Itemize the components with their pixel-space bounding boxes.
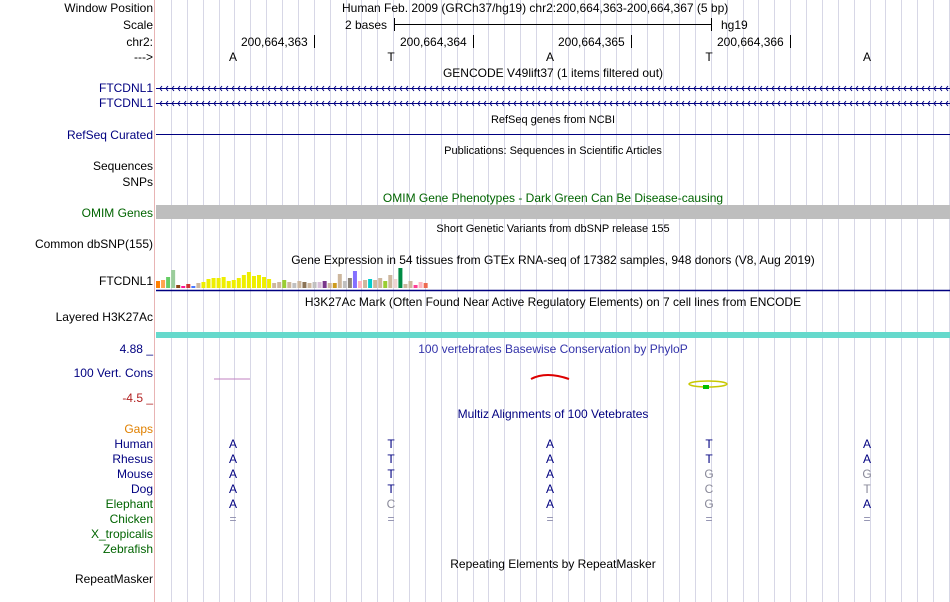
- gtex-bar[interactable]: [348, 278, 352, 288]
- dbsnp-track-label[interactable]: Common dbSNP(155): [34, 237, 153, 251]
- h3k27ac-track-title[interactable]: H3K27Ac Mark (Often Found Near Active Regulatory Elements) on 7 cell lines from ENCODE: [304, 295, 802, 309]
- alignment-base: T: [863, 482, 871, 496]
- gtex-bar[interactable]: [166, 277, 170, 288]
- gtex-bar[interactable]: [287, 282, 291, 288]
- gencode-gene-features[interactable]: [156, 82, 950, 110]
- gtex-bar[interactable]: [388, 275, 392, 288]
- gtex-bar[interactable]: [409, 281, 413, 288]
- ruler-tick-4: [790, 35, 791, 48]
- gtex-bar[interactable]: [302, 282, 306, 288]
- gtex-bar[interactable]: [338, 274, 342, 288]
- gtex-bar[interactable]: [373, 280, 377, 288]
- gtex-bar[interactable]: [358, 281, 362, 288]
- h3k27ac-track-label[interactable]: Layered H3K27Ac: [55, 310, 153, 324]
- alignment-base: T: [387, 482, 395, 496]
- phylop-min-label: -4.5 _: [122, 391, 153, 405]
- ruler-tick-2: [473, 35, 474, 48]
- alignment-base: A: [545, 497, 554, 511]
- gtex-track-title[interactable]: Gene Expression in 54 tissues from GTEx RNA-seq of 17382 samples, 948 donors (V8, Aug 2019): [291, 253, 815, 267]
- base-3: A: [545, 50, 554, 64]
- gtex-bar[interactable]: [277, 282, 281, 288]
- alignment-base: A: [228, 497, 237, 511]
- publications-track-title[interactable]: Publications: Sequences in Scientific Articles: [444, 145, 662, 157]
- gtex-bar[interactable]: [313, 282, 317, 288]
- species-label[interactable]: Dog: [130, 482, 153, 496]
- refseq-gene-line[interactable]: [156, 134, 950, 135]
- refseq-track-label[interactable]: RefSeq Curated: [66, 128, 153, 142]
- scale-assembly: hg19: [721, 18, 748, 32]
- gtex-bar[interactable]: [217, 278, 221, 288]
- gtex-bar[interactable]: [398, 268, 402, 288]
- gtex-bar[interactable]: [232, 280, 236, 288]
- gtex-bar[interactable]: [176, 285, 180, 288]
- gtex-bar[interactable]: [393, 279, 397, 288]
- gencode-item-2-label[interactable]: FTCDNL1: [98, 96, 153, 110]
- scale-bar-right-tick: [711, 18, 712, 31]
- gtex-bar[interactable]: [343, 281, 347, 288]
- ruler-tick-3: [631, 35, 632, 48]
- gtex-bar[interactable]: [161, 280, 165, 288]
- alignment-base: A: [545, 437, 554, 451]
- alignment-base: =: [229, 512, 237, 526]
- dbsnp-track-title[interactable]: Short Genetic Variants from dbSNP release 155: [436, 223, 670, 235]
- alignment-base: T: [705, 437, 713, 451]
- repeatmasker-track-label[interactable]: RepeatMasker: [74, 572, 153, 586]
- alignment-base: C: [386, 497, 396, 511]
- gtex-bar[interactable]: [353, 271, 357, 288]
- species-label[interactable]: Rhesus: [112, 452, 153, 466]
- alignment-base: A: [862, 437, 871, 451]
- ruler-tick-1: [314, 35, 315, 48]
- gtex-bar[interactable]: [222, 277, 226, 288]
- gtex-bar[interactable]: [333, 283, 337, 288]
- ruler-position-3: 200,664,365: [558, 35, 625, 49]
- gencode-track-title[interactable]: GENCODE V49lift37 (1 items filtered out): [442, 66, 664, 80]
- alignment-base: =: [546, 512, 554, 526]
- alignment-base: A: [545, 452, 554, 466]
- phylop-max-label: 4.88 _: [119, 342, 153, 356]
- gtex-bar[interactable]: [383, 281, 387, 288]
- gtex-bar[interactable]: [262, 277, 266, 288]
- gtex-bar[interactable]: [257, 275, 261, 288]
- species-label[interactable]: X_tropicalis: [90, 527, 153, 541]
- alignment-base: =: [705, 512, 713, 526]
- alignment-base: T: [387, 437, 395, 451]
- scale-label: Scale: [122, 18, 153, 32]
- phylop-track-label[interactable]: 100 Vert. Cons: [73, 366, 153, 380]
- sequences-track-label[interactable]: Sequences: [92, 159, 153, 173]
- species-label[interactable]: Chicken: [109, 512, 153, 526]
- gtex-bar[interactable]: [171, 270, 175, 288]
- gtex-bar[interactable]: [196, 283, 200, 288]
- alignment-base: T: [387, 452, 395, 466]
- gtex-bar[interactable]: [323, 281, 327, 288]
- alignment-base: A: [545, 467, 554, 481]
- h3k27ac-signal[interactable]: [156, 332, 950, 338]
- gtex-bar[interactable]: [156, 281, 160, 288]
- scale-value: 2 bases: [345, 18, 388, 32]
- gencode-item-1-label[interactable]: FTCDNL1: [98, 81, 153, 95]
- gtex-bar[interactable]: [414, 285, 418, 288]
- ruler-position-4: 200,664,366: [717, 35, 784, 49]
- gtex-bar[interactable]: [207, 279, 211, 288]
- gtex-bar[interactable]: [237, 278, 241, 288]
- gtex-bar[interactable]: [181, 286, 185, 288]
- alignment-base: G: [862, 467, 872, 481]
- gaps-label: Gaps: [124, 422, 153, 436]
- phylop-track-title[interactable]: 100 vertebrates Basewise Conservation by PhyloP: [418, 342, 688, 356]
- gtex-expression-bars[interactable]: [156, 266, 950, 292]
- alignment-base: C: [704, 482, 714, 496]
- alignment-base: =: [863, 512, 871, 526]
- gtex-bar[interactable]: [292, 283, 296, 288]
- gtex-bar[interactable]: [378, 278, 382, 288]
- species-label[interactable]: Elephant: [105, 497, 153, 511]
- omim-track-title[interactable]: OMIM Gene Phenotypes - Dark Green Can Be Disease-causing: [382, 191, 724, 205]
- gtex-bar[interactable]: [186, 284, 190, 288]
- gtex-bar[interactable]: [297, 281, 301, 288]
- gtex-bar[interactable]: [267, 279, 271, 288]
- alignment-base: G: [704, 467, 714, 481]
- gtex-gene-label[interactable]: FTCDNL1: [98, 274, 153, 288]
- gtex-bar[interactable]: [424, 283, 428, 288]
- refseq-track-title[interactable]: RefSeq genes from NCBI: [490, 114, 616, 126]
- base-sequence: [0, 50, 950, 64]
- snps-track-label[interactable]: SNPs: [122, 175, 153, 189]
- strand-arrow-label: --->: [134, 50, 153, 64]
- gtex-bar[interactable]: [212, 278, 216, 288]
- alignment-base: A: [228, 452, 237, 466]
- alignment-base: A: [228, 467, 237, 481]
- phylop-signal[interactable]: [156, 358, 950, 408]
- base-5: A: [862, 50, 871, 64]
- species-label[interactable]: Human: [114, 437, 153, 451]
- ruler-position-1: 200,664,363: [241, 35, 308, 49]
- gtex-bar[interactable]: [282, 280, 286, 288]
- alignment-base: T: [387, 467, 395, 481]
- alignment-base: T: [705, 452, 713, 466]
- species-label[interactable]: Zebrafish: [102, 542, 153, 556]
- gtex-bar[interactable]: [191, 286, 195, 288]
- window-position-value: Human Feb. 2009 (GRCh37/hg19) chr2:200,664,363-200,664,367 (5 bp): [342, 1, 729, 15]
- gtex-bar[interactable]: [318, 282, 322, 288]
- species-label[interactable]: Mouse: [116, 467, 153, 481]
- gtex-bar[interactable]: [363, 280, 367, 288]
- alignment-base: =: [387, 512, 395, 526]
- base-1: A: [228, 50, 237, 64]
- gtex-bar[interactable]: [308, 283, 312, 288]
- alignment-base: G: [704, 497, 714, 511]
- alignment-base: A: [862, 497, 871, 511]
- chr-label: chr2:: [126, 35, 153, 49]
- gtex-bar[interactable]: [328, 283, 332, 288]
- alignment-base: A: [228, 482, 237, 496]
- gtex-bar[interactable]: [201, 282, 205, 288]
- phylop-mark-4-point: [703, 385, 709, 389]
- window-position-label: Window Position: [64, 1, 153, 15]
- base-4: T: [705, 50, 713, 64]
- scale-bar-left-tick: [394, 18, 395, 31]
- gtex-bar[interactable]: [227, 281, 231, 288]
- omim-feature-bar[interactable]: [156, 205, 950, 219]
- base-2: T: [387, 50, 395, 64]
- gtex-bar[interactable]: [368, 279, 372, 288]
- phylop-mark-3: [531, 375, 569, 379]
- scale-bar: [394, 24, 712, 25]
- omim-track-label[interactable]: OMIM Genes: [81, 206, 153, 220]
- multiz-track-title[interactable]: Multiz Alignments of 100 Vetebrates: [457, 407, 649, 421]
- gtex-bar[interactable]: [403, 284, 407, 288]
- gtex-bar[interactable]: [419, 282, 423, 288]
- ruler-position-2: 200,664,364: [400, 35, 467, 49]
- alignment-base: A: [228, 437, 237, 451]
- alignment-base: A: [545, 482, 554, 496]
- alignment-base: A: [862, 452, 871, 466]
- gtex-bar[interactable]: [247, 272, 251, 288]
- track-area-left-border: [154, 0, 155, 602]
- gtex-bar[interactable]: [252, 276, 256, 288]
- gtex-bar[interactable]: [272, 283, 276, 288]
- gtex-bar[interactable]: [242, 275, 246, 288]
- repeatmasker-track-title[interactable]: Repeating Elements by RepeatMasker: [450, 557, 656, 571]
